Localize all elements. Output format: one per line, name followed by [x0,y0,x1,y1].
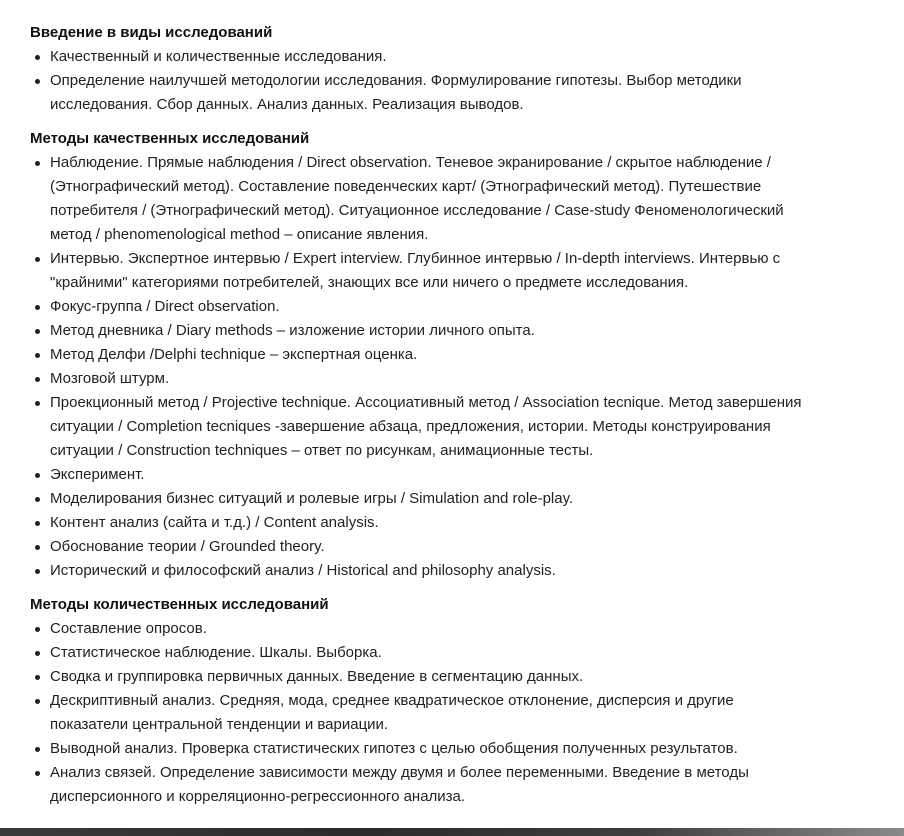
course-content [30,21,805,819]
section-intro [30,21,805,117]
list-item: Контент анализ (сайта и т.д.) / Content analysis. [30,511,805,535]
section-qualitative [30,127,805,583]
section-quantitative [30,593,805,809]
section-title: Введение в виды исследований [30,24,273,41]
list-item: Интервью. Экспертное интервью / Expert interview. Глубинное интервью / In-depth interviews. Интервью с "крайними" категориями потребителей, знающих все или ничего о предмете исследования. [30,247,805,295]
list-item: Выводной анализ. Проверка статистических гипотез с целью обобщения полученных результатов. [30,737,805,761]
list-item: Качественный и количественные исследования. [30,45,805,69]
list-item: Исторический и философский анализ / Historical and philosophy analysis. [30,559,805,583]
list-item: Составление опросов. [30,617,805,641]
list-item: Моделирования бизнес ситуаций и ролевые игры / Simulation and role-play. [30,487,805,511]
list-item: Дескриптивный анализ. Средняя, мода, среднее квадратическое отклонение, дисперсия и другие показатели центральной тенденции и вариации. [30,689,805,737]
list-item: Метод Делфи /Delphi technique – экспертная оценка. [30,343,805,367]
bullet-list [30,151,805,583]
list-item: Сводка и группировка первичных данных. Введение в сегментацию данных. [30,665,805,689]
list-item: Статистическое наблюдение. Шкалы. Выборка. [30,641,805,665]
list-item: Обоснование теории / Grounded theory. [30,535,805,559]
list-item: Анализ связей. Определение зависимости между двумя и более переменными. Введение в методы дисперсионного и корреляционно-регрессионного анализа. [30,761,805,809]
list-item: Определение наилучшей методологии исследования. Формулирование гипотезы. Выбор методики исследования. Сбор данных. Анализ данных. Реализация выводов. [30,69,805,117]
list-item: Наблюдение. Прямые наблюдения / Direct observation. Теневое экранирование / скрытое наблюдение / (Этнографический метод). Составление поведенческих карт/ (Этнографический метод). Путешествие потребителя / (Этнографический метод). Ситуационное исследование / Case-study Феноменологический метод / phenomenological method – описание явления. [30,151,805,247]
list-item: Метод дневника / Diary methods – изложение истории личного опыта. [30,319,805,343]
bullet-list [30,45,805,117]
list-item: Эксперимент. [30,463,805,487]
list-item: Проекционный метод / Projective technique. Ассоциативный метод / Association tecnique. Метод завершения ситуации / Completion tecniques -завершение абзаца, предложения, истории. Методы конструирования ситуации / Construction techniques – ответ по рисункам, анимационные тесты. [30,391,805,463]
section-title: Методы качественных исследований [30,130,310,147]
list-item: Мозговой штурм. [30,367,805,391]
list-item: Фокус-группа / Direct observation. [30,295,805,319]
section-title: Методы количественных исследований [30,596,329,613]
bottom-edge-bar [0,828,904,836]
bullet-list [30,617,805,809]
